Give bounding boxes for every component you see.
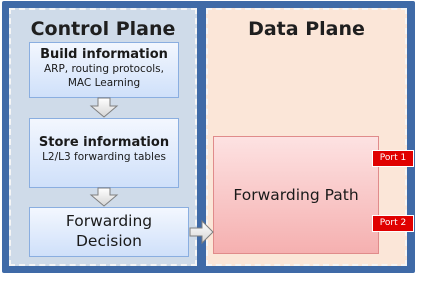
build-information-title: Build information — [40, 47, 168, 62]
right-arrow-icon — [190, 221, 213, 243]
forwarding-decision-line2: Decision — [76, 232, 142, 250]
data-plane-title: Data Plane — [248, 18, 365, 40]
port-2-badge: Port 2 — [372, 215, 414, 232]
store-information-title: Store information — [38, 135, 170, 150]
control-plane-title: Control Plane — [30, 18, 176, 40]
port-1-badge: Port 1 — [372, 150, 414, 167]
store-information-line1: L2/L3 forwarding tables — [42, 151, 166, 163]
down-arrow-icon — [91, 188, 117, 206]
forwarding-decision-line1: Forwarding — [65, 212, 153, 230]
build-information-line1: ARP, routing protocols, — [44, 63, 164, 75]
build-information-line2: MAC Learning — [67, 77, 141, 89]
forwarding-path-label: Forwarding Path — [233, 186, 359, 204]
down-arrow-icon — [91, 98, 117, 117]
